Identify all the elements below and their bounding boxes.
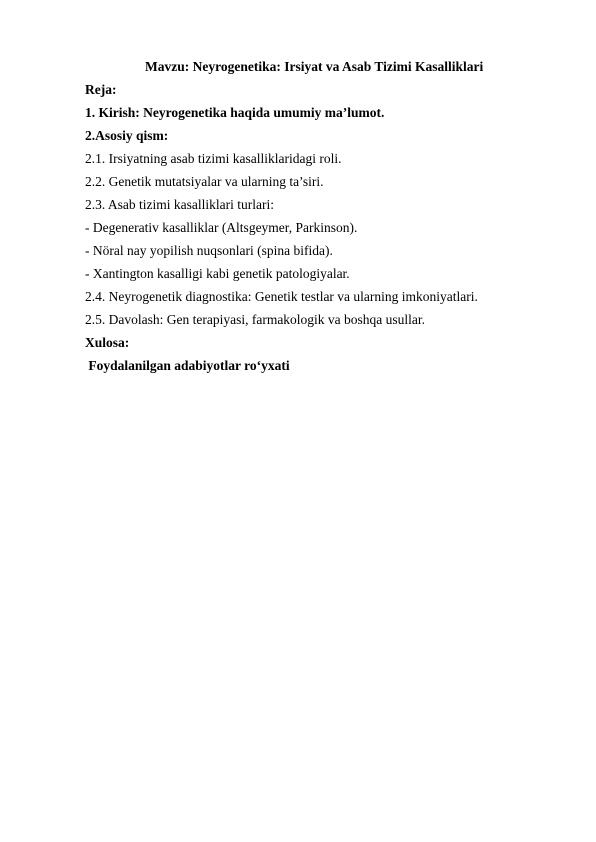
document-title: Mavzu: Neyrogenetika: Irsiyat va Asab Tizimi Kasalliklari	[145, 59, 484, 74]
plan-subitem-huntington: - Xantington kasalligi kabi genetik patologiyalar.	[85, 266, 350, 281]
references-heading: Foydalanilgan adabiyotlar ro‘yxati	[85, 358, 290, 373]
plan-subitem-degenerative: - Degenerativ kasalliklar (Altsgeymer, Parkinson).	[85, 220, 358, 235]
plan-item-introduction: 1. Kirish: Neyrogenetika haqida umumiy ma’lumot.	[85, 105, 385, 120]
plan-item-2-2: 2.2. Genetik mutatsiyalar va ularning ta’siri.	[85, 174, 324, 189]
plan-item-main-part: 2.Asosiy qism:	[85, 128, 169, 143]
plan-item-2-3: 2.3. Asab tizimi kasalliklari turlari:	[85, 197, 274, 212]
plan-heading: Reja:	[85, 82, 117, 97]
plan-item-2-1: 2.1. Irsiyatning asab tizimi kasalliklaridagi roli.	[85, 151, 342, 166]
conclusion-heading: Xulosa:	[85, 335, 130, 350]
plan-item-2-5: 2.5. Davolash: Gen terapiyasi, farmakologik va boshqa usullar.	[85, 312, 426, 327]
plan-subitem-neural-tube: - Nöral nay yopilish nuqsonlari (spina bifida).	[85, 243, 333, 258]
plan-item-2-4: 2.4. Neyrogenetik diagnostika: Genetik testlar va ularning imkoniyatlari.	[85, 289, 478, 304]
